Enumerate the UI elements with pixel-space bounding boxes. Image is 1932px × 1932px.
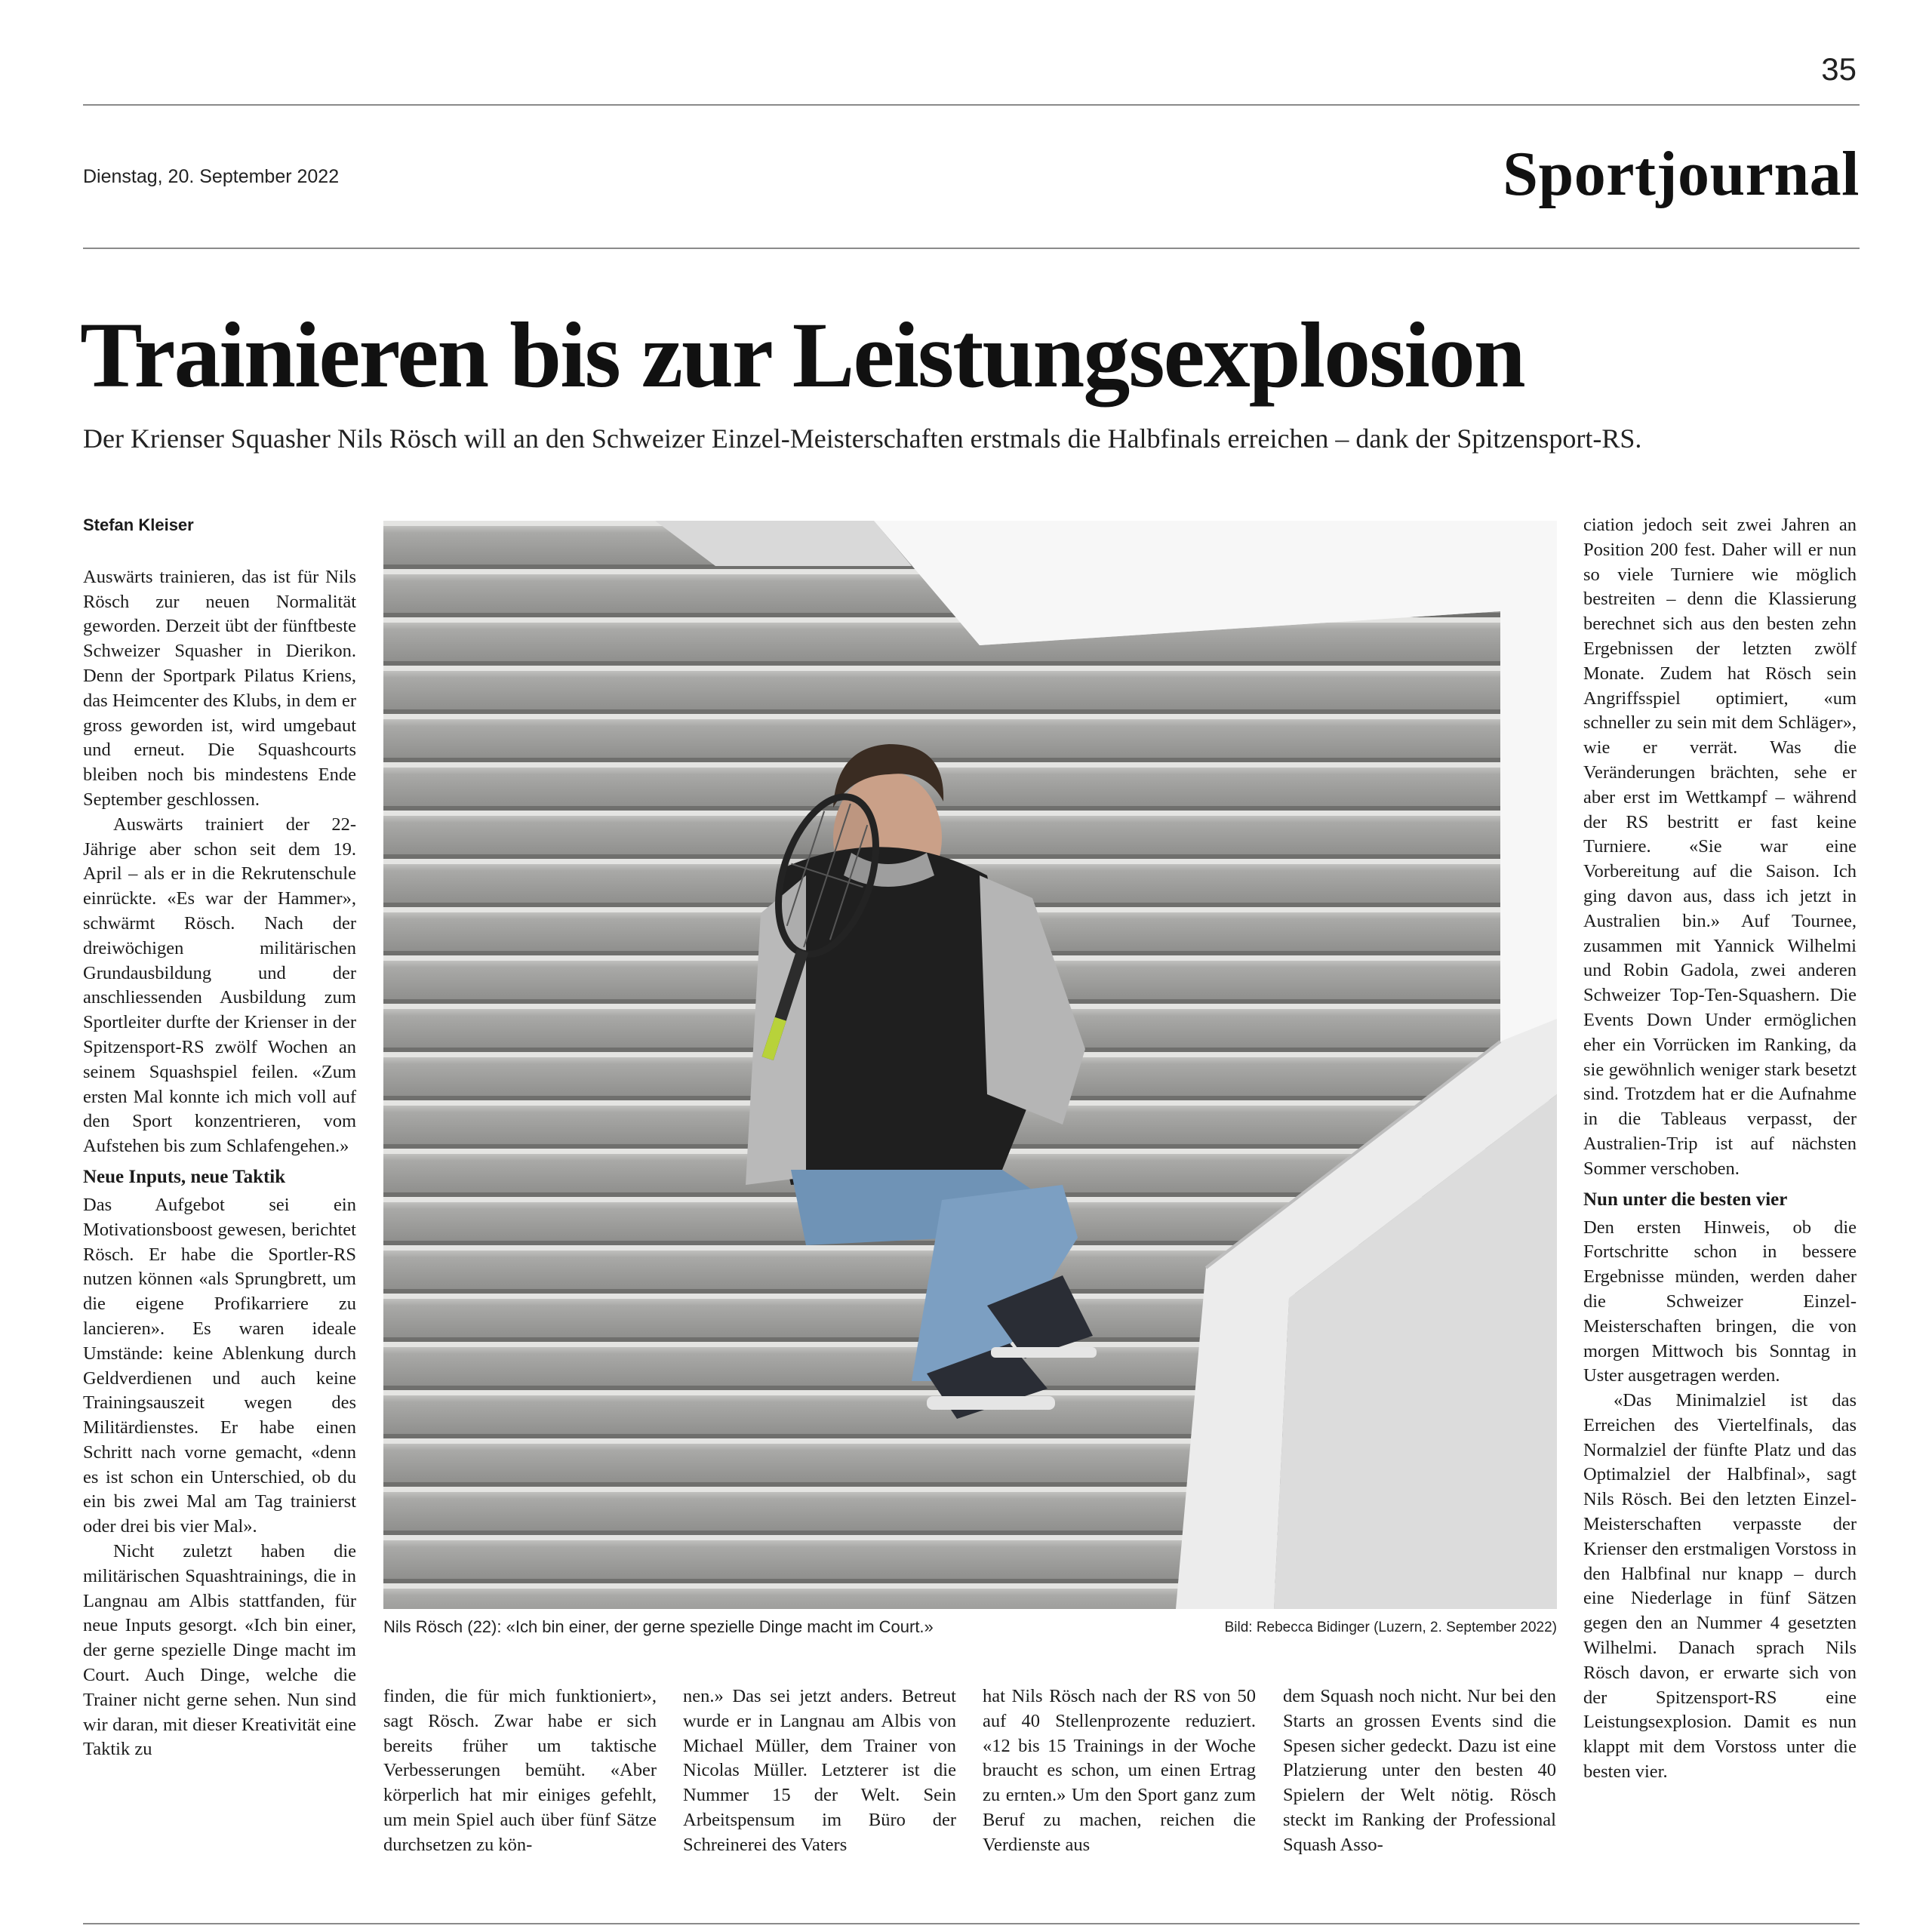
paragraph: finden, die für mich funktioniert», sagt Rösch. Zwar habe er sich bereits früher um taktische Verbesserungen bemüht. «Aber körperlich hat mir einiges gefehlt, um mein Spiel auch über fünf Sätze durchsetzen zu kön- (383, 1686, 657, 1855)
paragraph: Das Aufgebot sei ein Motivationsboost gewesen, berichtet Rösch. Er habe die Sportler-RS nutzen können «als Sprungbrett, um die eigene Profikarriere zu lancieren». Es waren ideale Umstände: keine Ablenkung durch Geldverdienen und auch keine Trainingsauszeit wegen des Militärdienstes. Er habe einen Schritt nach vorne gemacht, «denn es ist schon ein Unterschied, ob du ein bis zwei Mal am Tag trainierst oder drei bis vier Mal». (83, 1194, 356, 1537)
article-subhead: Der Krienser Squasher Nils Rösch will an den Schweizer Einzel-Meisterschaften erstmals die Halbfinals erreichen – dank der Spitzensport-RS. (83, 423, 1642, 454)
paragraph: «Das Minimalziel ist das Erreichen des Viertelfinals, das Normalziel der fünfte Platz und das Optimalziel der Halbfinal», sagt Nils Rösch. Bei den letzten Einzel-Meisterschaften verpasste der Krienser den erstmaligen Vorstoss in den Halbfinal nur knapp – durch eine Niederlage in fünf Sätzen gegen den an Nummer 4 gesetzten Wilhelmi. Danach sprach Nils Rösch davon, er erwarte sich von der Spitzensport-RS eine Leistungsexplosion. Damit es nun klappt mit dem Vorstoss unter die besten vier. (1583, 1390, 1857, 1783)
paragraph: dem Squash noch nicht. Nur bei den Starts an grossen Events sind die Spesen sicher gedeckt. Dazu ist eine Platzierung unter den besten 40 Spielern der Welt nötig. Rösch steckt im Ranking der Professional Squash Asso- (1283, 1686, 1556, 1855)
paragraph: Auswärts trainieren, das ist für Nils Rösch zur neuen Normalität geworden. Derzeit übt der fünftbeste Schweizer Squasher in Dierikon. Denn der Sportpark Pilatus Kriens, das Heimcenter des Klubs, in dem er gross geworden ist, wird umgebaut und erneut. Die Squashcourts bleiben noch bis mindestens Ende September geschlossen. (83, 566, 356, 810)
text-column-6 (1583, 513, 1857, 1785)
crosshead: Neue Inputs, neue Taktik (83, 1166, 286, 1187)
article-photo (383, 521, 1557, 1609)
header-top-rule (83, 104, 1860, 106)
photo-credit: Bild: Rebecca Bidinger (Luzern, 2. September 2022) (1224, 1620, 1557, 1635)
text-column-4 (983, 1684, 1256, 1858)
paragraph: Auswärts trainiert der 22-Jährige aber schon seit dem 19. April – als er in die Rekrutenschule einrückte. «Es war der Hammer», schwärmt Rösch. Nach der dreiwöchigen militärischen Grundausbildung und der anschliessenden Ausbildung zum Sportleiter durfte der Krienser in der Spitzensport-RS zwölf Wochen an seinem Squashspiel feilen. «Zum ersten Mal konnte ich mich voll auf den Sport konzentrieren, vom Aufstehen bis zum Schlafengehen.» (83, 814, 356, 1157)
paragraph: Den ersten Hinweis, ob die Fortschritte schon in bessere Ergebnisse münden, werden daher die Schweizer Einzel-Meisterschaften bringen, die von morgen Mittwoch bis Sonntag in Uster ausgetragen werden. (1583, 1217, 1857, 1386)
photo-illustration (383, 521, 1557, 1609)
byline: Stefan Kleiser (83, 515, 194, 534)
paragraph: ciation jedoch seit zwei Jahren an Position 200 fest. Daher will er nun so viele Turniere wie möglich bestreiten – denn die Klassierung berechnet sich aus den besten zehn Ergebnissen der letzten zwölf Monate. Zudem hat Rösch sein Angriffsspiel optimiert, «um schneller zu sein mit dem Schläger», wie er verrät. Was die Veränderungen brächten, sehe er aber erst im Wettkampf – während der RS bestritt er fast keine Turniere. «Sie war eine Vorbereitung auf die Saison. Ich ging davon aus, dass ich jetzt in Australien bin.» Auf Tournee, zusammen mit Yannick Wilhelmi und Robin Gadola, zwei anderen Schweizer Top-Ten-Squashern. Die Events Down Under ermöglichen eher ein Vorrücken im Ranking, da sie gewöhnlich weniger stark besetzt sind. Trotzdem hat er die Aufnahme in die Tableaus verpasst, der Australien-Trip ist auf nächsten Sommer verschoben. (1583, 515, 1857, 1179)
header-bottom-rule (83, 248, 1860, 249)
article-headline: Trainieren bis zur Leistungsexplosion (80, 303, 1524, 407)
section-title: Sportjournal (1503, 139, 1860, 209)
dateline: Dienstag, 20. September 2022 (83, 166, 340, 187)
paragraph: nen.» Das sei jetzt anders. Betreut wurde er in Langnau am Albis von Michael Müller, dem Trainer von Nicolas Müller. Letzterer ist die Nummer 15 der Welt. Sein Arbeitspensum im Büro der Schreinerei des Vaters (683, 1686, 956, 1855)
paragraph: hat Nils Rösch nach der RS von 50 auf 40 Stellenprozente reduziert. «12 bis 15 Trainings in der Woche braucht es schon, um einen Ertrag zu ernten.» Um den Sport ganz zum Beruf zu machen, reichen die Verdienste aus (983, 1686, 1256, 1855)
footer-rule (83, 1923, 1860, 1924)
page-number: 35 (1821, 51, 1857, 87)
photo-caption: Nils Rösch (22): «Ich bin einer, der gerne spezielle Dinge macht im Court.» (383, 1617, 934, 1636)
text-column-2 (383, 1684, 657, 1858)
text-column-1 (83, 513, 356, 1762)
paragraph: Nicht zuletzt haben die militärischen Squashtrainings, die in Langnau am Albis stattfanden, für neue Inputs gesorgt. «Ich bin einer, der gerne spezielle Dinge macht im Court. Auch Dinge, welche die Trainer nicht gerne sehen. Nun sind wir daran, mit dieser Kreativität eine Taktik zu (83, 1541, 356, 1760)
text-column-5 (1283, 1684, 1556, 1858)
text-column-3 (683, 1684, 956, 1858)
crosshead: Nun unter die besten vier (1583, 1189, 1788, 1210)
